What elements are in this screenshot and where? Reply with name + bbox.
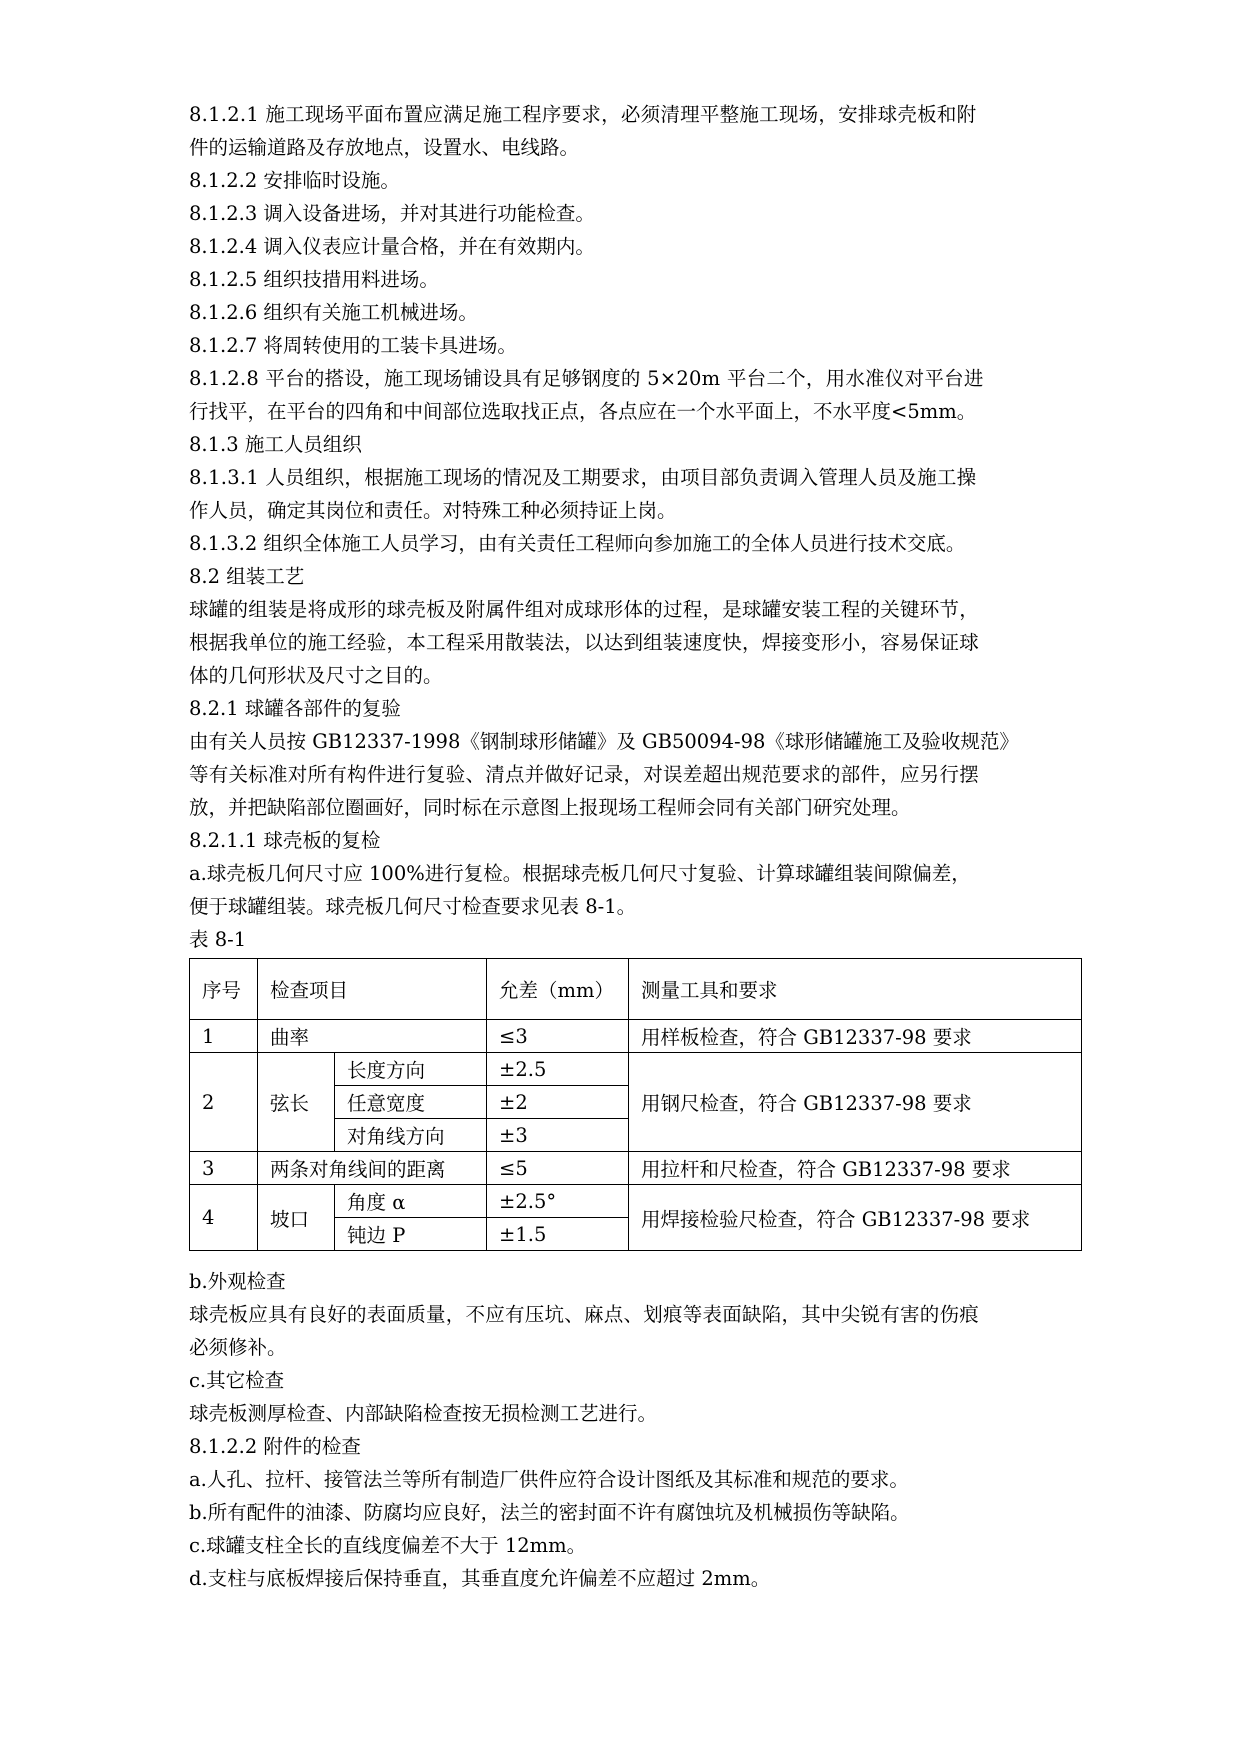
- table-row: [190, 1152, 1082, 1185]
- cell-subitem: 长度方向: [335, 1053, 487, 1086]
- header-method: 测量工具和要求: [629, 959, 1082, 1020]
- text-line: 球罐的组装是将成形的球壳板及附属件组对成球形体的过程，是球罐安装工程的关键环节，: [189, 598, 980, 621]
- cell-subitem: 任意宽度: [335, 1086, 487, 1119]
- table-row: [190, 1185, 1082, 1218]
- text-line: 必须修补。: [189, 1336, 287, 1359]
- text-line: 根据我单位的施工经验，本工程采用散装法，以达到组装速度快，焊接变形小，容易保证球: [189, 631, 980, 654]
- text-line: 放，并把缺陷部位圈画好，同时标在示意图上报现场工程师会同有关部门研究处理。: [189, 796, 911, 819]
- cell-tolerance: ≤3: [487, 1020, 629, 1053]
- text-line: c.其它检查: [189, 1369, 285, 1392]
- cell-item: 两条对角线间的距离: [258, 1152, 487, 1185]
- cell-tolerance: ±3: [487, 1119, 629, 1152]
- cell-no: 1: [190, 1020, 258, 1053]
- cell-tolerance: ±2: [487, 1086, 629, 1119]
- text-line: 行找平，在平台的四角和中间部位选取找正点，各点应在一个水平面上，不水平度<5mm。: [189, 400, 977, 423]
- text-line: 8.1.3.1 人员组织，根据施工现场的情况及工期要求，由项目部负责调入管理人员及施工操: [189, 466, 977, 489]
- cell-tolerance: ≤5: [487, 1152, 629, 1185]
- text-line: 8.1.2.7 将周转使用的工装卡具进场。: [189, 334, 517, 357]
- section-heading: 8.2.1.1 球壳板的复检: [189, 829, 381, 852]
- text-line: 球壳板测厚检查、内部缺陷检查按无损检测工艺进行。: [189, 1402, 658, 1425]
- text-line: b.外观检查: [189, 1270, 286, 1293]
- header-item: 检查项目: [258, 959, 487, 1020]
- table-header-row: [190, 959, 1082, 1020]
- section-8-2-assembly: [189, 560, 1081, 923]
- cell-no: 4: [190, 1185, 258, 1251]
- text-line: 8.1.3.2 组织全体施工人员学习，由有关责任工程师向参加施工的全体人员进行技术交底。: [189, 532, 966, 555]
- cell-no: 2: [190, 1053, 258, 1152]
- cell-method: 用样板检查，符合 GB12337-98 要求: [629, 1020, 1082, 1053]
- cell-tolerance: ±2.5°: [487, 1185, 629, 1218]
- text-line: a.人孔、拉杆、接管法兰等所有制造厂供件应符合设计图纸及其标准和规范的要求。: [189, 1468, 909, 1491]
- section-8-1-3-personnel: [189, 428, 1081, 560]
- text-line: 8.1.2.6 组织有关施工机械进场。: [189, 301, 478, 324]
- text-line: 便于球罐组装。球壳板几何尺寸检查要求见表 8-1。: [189, 895, 637, 918]
- cell-item: 曲率: [258, 1020, 487, 1053]
- table-row: [190, 1020, 1082, 1053]
- cell-item: 坡口: [258, 1185, 335, 1251]
- section-heading: 8.1.2.2 附件的检查: [189, 1435, 361, 1458]
- header-no: 序号: [190, 959, 258, 1020]
- table-caption: 表 8-1: [189, 928, 247, 951]
- table-row: [190, 1053, 1082, 1086]
- section-8-1-2-site-preparation: [189, 98, 1081, 428]
- cell-method: 用拉杆和尺检查，符合 GB12337-98 要求: [629, 1152, 1082, 1185]
- text-line: 作人员，确定其岗位和责任。对特殊工种必须持证上岗。: [189, 499, 677, 522]
- document-page: [189, 98, 1081, 1595]
- text-line: 8.1.2.8 平台的搭设，施工现场铺设具有足够钢度的 5×20m 平台二个，用水准仪对平台进: [189, 367, 984, 390]
- section-heading: 8.2.1 球罐各部件的复验: [189, 697, 401, 720]
- header-tolerance: 允差（mm）: [487, 959, 629, 1020]
- cell-no: 3: [190, 1152, 258, 1185]
- text-line: c.球罐支柱全长的直线度偏差不大于 12mm。: [189, 1534, 587, 1557]
- section-inspection-continued: [189, 1265, 1081, 1595]
- section-heading: 8.1.3 施工人员组织: [189, 433, 362, 456]
- section-heading: 8.2 组装工艺: [189, 565, 305, 588]
- text-line: 8.1.2.4 调入仪表应计量合格，并在有效期内。: [189, 235, 595, 258]
- cell-tolerance: ±1.5: [487, 1218, 629, 1251]
- cell-subitem: 角度 α: [335, 1185, 487, 1218]
- cell-method: 用焊接检验尺检查，符合 GB12337-98 要求: [629, 1185, 1082, 1251]
- text-line: 8.1.2.2 安排临时设施。: [189, 169, 400, 192]
- text-line: 8.1.2.3 调入设备进场，并对其进行功能检查。: [189, 202, 595, 225]
- text-line: 8.1.2.5 组织技措用料进场。: [189, 268, 439, 291]
- cell-item: 弦长: [258, 1053, 335, 1152]
- text-line: b.所有配件的油漆、防腐均应良好，法兰的密封面不许有腐蚀坑及机械损伤等缺陷。: [189, 1501, 910, 1524]
- text-line: 8.1.2.1 施工现场平面布置应满足施工程序要求，必须清理平整施工现场，安排球壳板和附: [189, 103, 977, 126]
- text-line: 等有关标准对所有构件进行复验、清点并做好记录，对误差超出规范要求的部件，应另行摆: [189, 763, 980, 786]
- text-line: 由有关人员按 GB12337-1998《钢制球形储罐》及 GB50094-98《球形储罐施工及验收规范》: [189, 730, 1019, 753]
- text-line: 体的几何形状及尺寸之目的。: [189, 664, 443, 687]
- inspection-table: [189, 958, 1082, 1251]
- text-line: 件的运输道路及存放地点，设置水、电线路。: [189, 136, 580, 159]
- cell-tolerance: ±2.5: [487, 1053, 629, 1086]
- cell-subitem: 对角线方向: [335, 1119, 487, 1152]
- text-line: a.球壳板几何尺寸应 100%进行复检。根据球壳板几何尺寸复验、计算球罐组装间隙偏差，: [189, 862, 971, 885]
- cell-subitem: 钝边 P: [335, 1218, 487, 1251]
- text-line: d.支柱与底板焊接后保持垂直，其垂直度允许偏差不应超过 2mm。: [189, 1567, 771, 1590]
- cell-method: 用钢尺检查，符合 GB12337-98 要求: [629, 1053, 1082, 1152]
- text-line: 球壳板应具有良好的表面质量，不应有压坑、麻点、划痕等表面缺陷，其中尖锐有害的伤痕: [189, 1303, 980, 1326]
